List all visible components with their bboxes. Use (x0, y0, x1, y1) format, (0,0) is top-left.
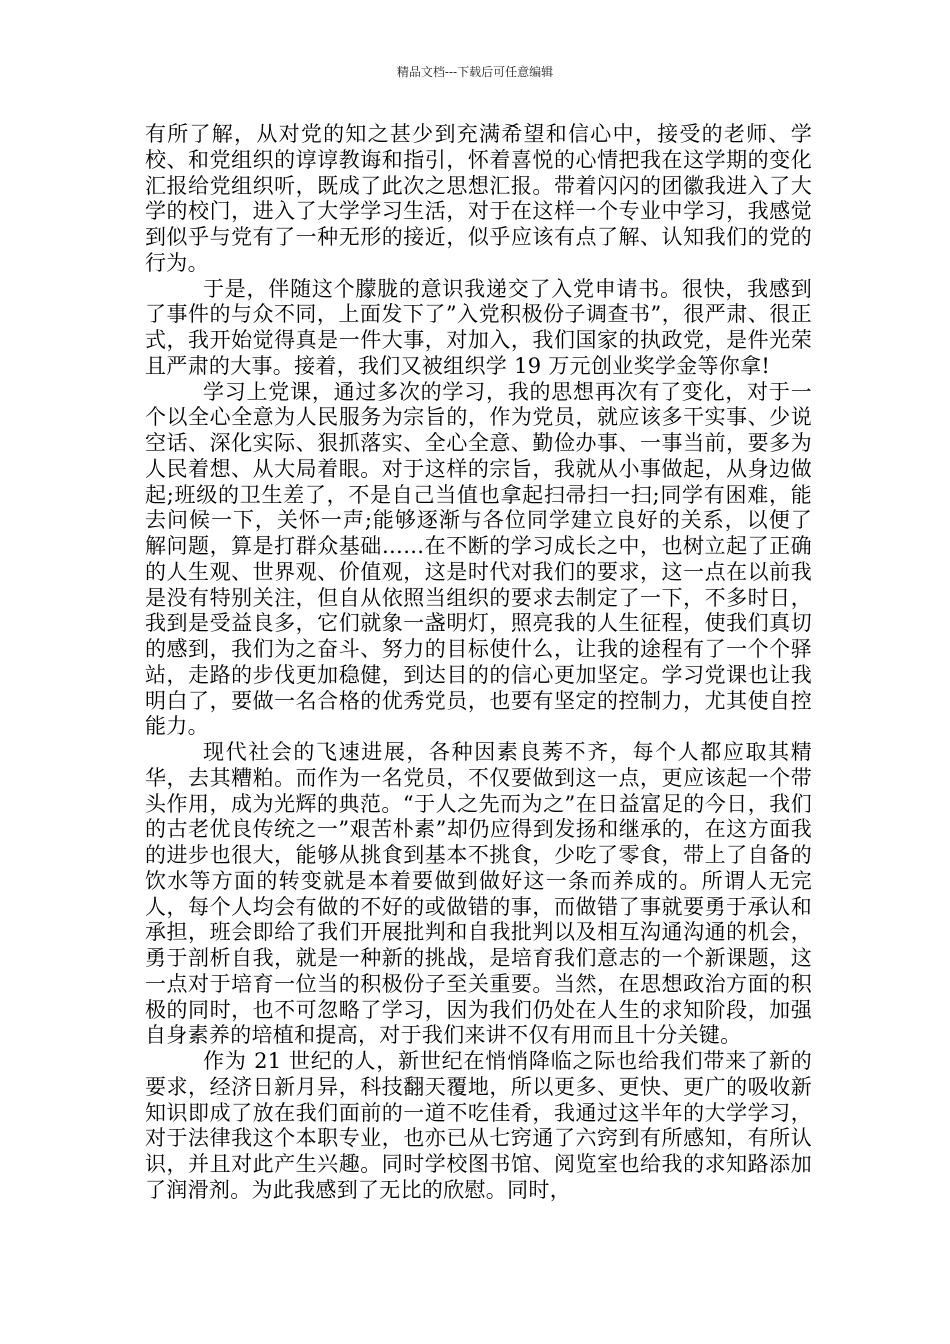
paragraph-3: 学习上党课，通过多次的学习，我的思想再次有了变化，对于一个以全心全意为人民服务为宗旨的，作为党员，就应该多干实事、少说空话、深化实际、狠抓落实、全心全意、勤俭办事、一事当前，要多为人民着想、从大局着眼。对于这样的宗旨，我就从小事做起，从身边做起;班级的卫生差了，不是自己当值也拿起扫帚扫一扫;同学有困难，能去问候一下，关怀一声;能够逐渐与各位同学建立良好的关系，以便了解问题，算是打群众基础……在不断的学习成长之中，也树立起了正确的人生观、世界观、价值观，这是时代对我们的要求，这一点在以前我是没有特别关注，但自从依照当组织的要求去制定了一下，不多时日，我到是受益良多，它们就象一盏明灯，照亮我的人生征程，使我们真切的感到，我们为之奋斗、努力的目标使什么，让我的途程有了一个个驿站，走路的步伐更加稳健，到达目的的信心更加坚定。学习党课也让我明白了，要做一名合格的优秀党员，也要有坚定的控制力，尤其使自控能力。 (145, 379, 812, 739)
paragraph-2: 于是，伴随这个朦胧的意识我递交了入党申请书。很快，我感到了事件的与众不同，上面发下了”入党积极份子调查书”，很严肃、很正式，我开始觉得真是一件大事，对加入，我们国家的执政党，是件光荣且严肃的大事。接着，我们又被组织学 19 万元创业奖学金等你拿! (145, 276, 812, 378)
paragraph-1: 有所了解，从对党的知之甚少到充满希望和信心中，接受的老师、学校、和党组织的谆谆教诲和指引，怀着喜悦的心情把我在这学期的变化汇报给党组织听，既成了此次之思想汇报。带着闪闪的团徽我进入了大学的校门，进入了大学学习生活，对于在这样一个专业中学习，我感觉到似乎与党有了一种无形的接近，似乎应该有点了解、认知我们的党的行为。 (145, 122, 812, 275)
paragraph-4: 现代社会的飞速进展，各种因素良莠不齐，每个人都应取其精华，去其糟粕。而作为一名党员，不仅要做到这一点，更应该起一个带头作用，成为光辉的典范。“于人之先而为之”在日益富足的今日，我们的古老优良传统之一”艰苦朴素”却仍应得到发扬和继承的，在这方面我的进步也很大，能够从挑食到基本不挑食，少吃了零食，带上了自备的饮水等方面的转变就是本着要做到做好这一条而养成的。所谓人无完人，每个人均会有做的不好的或做错的事，而做错了事就要勇于承认和承担，班会即给了我们开展批判和自我批判以及相互沟通沟通的机会，勇于剖析自我，就是一种新的挑战，是培育我们意志的一个新课题，这一点对于培育一位当的积极份子至关重要。当然，在思想政治方面的积极的同时，也不可忽略了学习，因为我们仍处在人生的求知阶段，加强自身素养的培植和提高，对于我们来讲不仅有用而且十分关键。 (145, 740, 812, 1048)
page-header: 精品文档---下载后可任意编辑 (396, 65, 554, 79)
document-body (145, 122, 812, 1204)
paragraph-5: 作为 21 世纪的人，新世纪在悄悄降临之际也给我们带来了新的要求，经济日新月异，科技翻天覆地，所以更多、更快、更广的吸收新知识即成了放在我们面前的一道不吃佳肴，我通过这半年的大学学习，对于法律我这个本职专业，也亦已从七窍通了六窍到有所感知，有所认识，并且对此产生兴趣。同时学校图书馆、阅览室也给我的求知路添加了润滑剂。为此我感到了无比的欣慰。同时， (145, 1049, 812, 1202)
